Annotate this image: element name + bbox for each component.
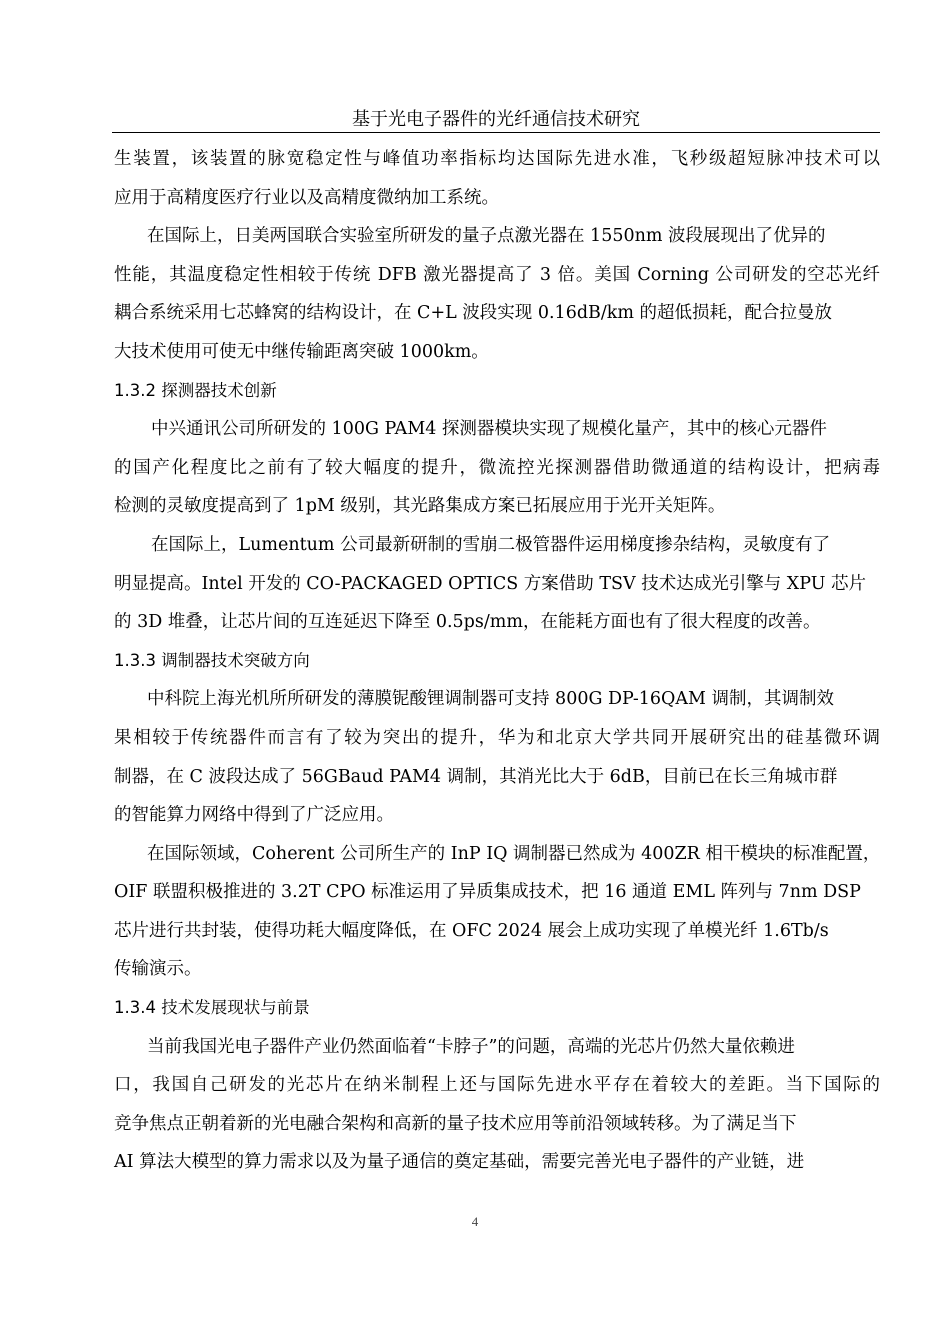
paragraph-first-line: 在国际领域，Coherent 公司所生产的 InP IQ 调制器已然成为 400ZR 相干模块的标准配置， <box>147 843 881 864</box>
text-line: 制器，在 C 波段达成了 56GBaud PAM4 调制，其消光比大于 6dB，目前已在长三角城市群 <box>114 766 838 787</box>
section-heading-1-3-2: 1.3.2 探测器技术创新 <box>114 380 277 400</box>
text-line: 性能，其温度稳定性相较于传统 DFB 激光器提高了 3 倍。美国 Corning 公司研发的空芯光纤 <box>114 264 880 285</box>
text-line: 耦合系统采用七芯蜂窝的结构设计，在 C+L 波段实现 0.16dB/km 的超低损耗，配合拉曼放 <box>114 303 833 324</box>
text-line: 竞争焦点正朝着新的光电融合架构和高新的量子技术应用等前沿领域转移。为了满足当下 <box>114 1113 797 1134</box>
text-line: 明显提高。Intel 开发的 CO-PACKAGED OPTICS 方案借助 TSV 技术达成光引擎与 XPU 芯片 <box>114 573 867 594</box>
text-line: 的国产化程度比之前有了较大幅度的提升，微流控光探测器借助微通道的结构设计，把病毒 <box>114 457 880 478</box>
text-line: 检测的灵敏度提高到了 1pM 级别，其光路集成方案已拓展应用于光开关矩阵。 <box>114 496 726 517</box>
text-line: 大技术使用可使无中继传输距离突破 1000km。 <box>114 341 489 362</box>
paragraph-first-line: 中科院上海光机所所研发的薄膜铌酸锂调制器可支持 800G DP-16QAM 调制，其调制效 <box>147 689 835 710</box>
text-line: 芯片进行共封装，使得功耗大幅度降低，在 OFC 2024 展会上成功实现了单模光纤 1.6Tb/s <box>114 920 829 941</box>
paragraph-first-line: 当前我国光电子器件产业仍然面临着“卡脖子”的问题，高端的光芯片仍然大量依赖进 <box>147 1036 795 1057</box>
text-line: 传输演示。 <box>114 959 202 980</box>
paragraph-first-line: 在国际上，日美两国联合实验室所研发的量子点激光器在 1550nm 波段展现出了优异的 <box>147 226 826 247</box>
text-line: 的智能算力网络中得到了广泛应用。 <box>114 805 394 826</box>
header-rule <box>112 132 880 133</box>
running-header-title: 基于光电子器件的光纤通信技术研究 <box>352 109 640 130</box>
body-text <box>114 140 884 1182</box>
section-heading-1-3-4: 1.3.4 技术发展现状与前景 <box>114 998 310 1018</box>
text-line: 的 3D 堆叠，让芯片间的互连延迟下降至 0.5ps/mm，在能耗方面也有了很大程度的改善。 <box>114 612 821 633</box>
text-line: OIF 联盟积极推进的 3.2T CPO 标准运用了异质集成技术，把 16 通道 EML 阵列与 7nm DSP <box>114 882 861 903</box>
text-line: 果相较于传统器件而言有了较为突出的提升，华为和北京大学共同开展研究出的硅基微环调 <box>114 727 880 748</box>
page-number: 4 <box>471 1214 479 1229</box>
text-line: AI 算法大模型的算力需求以及为量子通信的奠定基础，需要完善光电子器件的产业链，进 <box>114 1152 805 1173</box>
section-heading-1-3-3: 1.3.3 调制器技术突破方向 <box>114 650 310 670</box>
paragraph-first-line: 中兴通讯公司所研发的 100G PAM4 探测器模块实现了规模化量产，其中的核心元器件 <box>151 419 827 440</box>
text-line: 口，我国自己研发的光芯片在纳米制程上还与国际先进水平存在着较大的差距。当下国际的 <box>114 1075 880 1096</box>
text-line: 应用于高精度医疗行业以及高精度微纳加工系统。 <box>114 187 499 208</box>
text-line: 生装置，该装置的脉宽稳定性与峰值功率指标均达国际先进水准，飞秒级超短脉冲技术可以 <box>114 149 880 169</box>
paragraph-first-line: 在国际上，Lumentum 公司最新研制的雪崩二极管器件运用梯度掺杂结构，灵敏度有了 <box>151 534 831 555</box>
